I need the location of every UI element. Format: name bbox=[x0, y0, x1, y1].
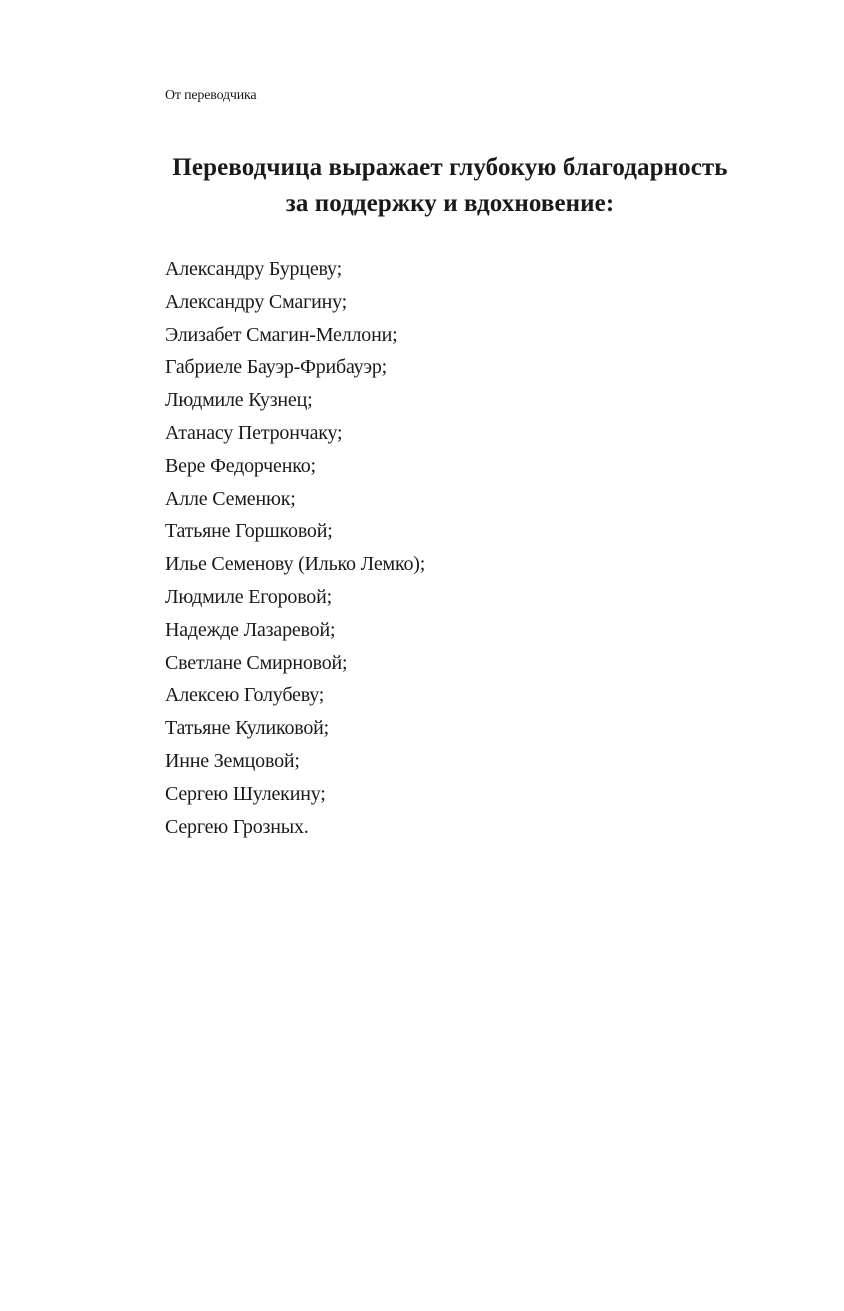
list-item: Татьяне Горшковой; bbox=[165, 520, 333, 543]
running-head: От переводчика bbox=[165, 88, 257, 103]
title-line-1: Переводчица выражает глубокую благодарность bbox=[172, 154, 728, 181]
list-item: Атанасу Петрончаку; bbox=[165, 421, 343, 444]
list-item: Татьяне Куликовой; bbox=[165, 717, 330, 740]
page-title bbox=[130, 150, 770, 222]
list-item: Сергею Шулекину; bbox=[165, 782, 326, 805]
list-item: Инне Земцовой; bbox=[165, 749, 300, 772]
list-item: Габриеле Бауэр-Фрибауэр; bbox=[165, 356, 388, 379]
list-item: Александру Бурцеву; bbox=[165, 258, 342, 280]
title-line-2: за поддержку и вдохновение: bbox=[285, 190, 615, 217]
list-item: Надежде Лазаревой; bbox=[165, 618, 336, 641]
list-item: Илье Семенову (Илько Лемко); bbox=[165, 553, 426, 576]
list-item: Вере Федорченко; bbox=[165, 454, 316, 477]
list-item: Александру Смагину; bbox=[165, 290, 347, 313]
list-item: Светлане Смирновой; bbox=[165, 651, 348, 674]
list-item: Элизабет Смагин-Меллони; bbox=[165, 323, 398, 346]
list-item: Сергею Грозных. bbox=[165, 815, 309, 838]
acknowledgement-list bbox=[165, 253, 425, 843]
list-item: Людмиле Кузнец; bbox=[165, 389, 313, 412]
list-item: Алле Семенюк; bbox=[165, 487, 296, 510]
list-item: Людмиле Егоровой; bbox=[165, 585, 332, 608]
list-item: Алексею Голубеву; bbox=[165, 684, 325, 707]
